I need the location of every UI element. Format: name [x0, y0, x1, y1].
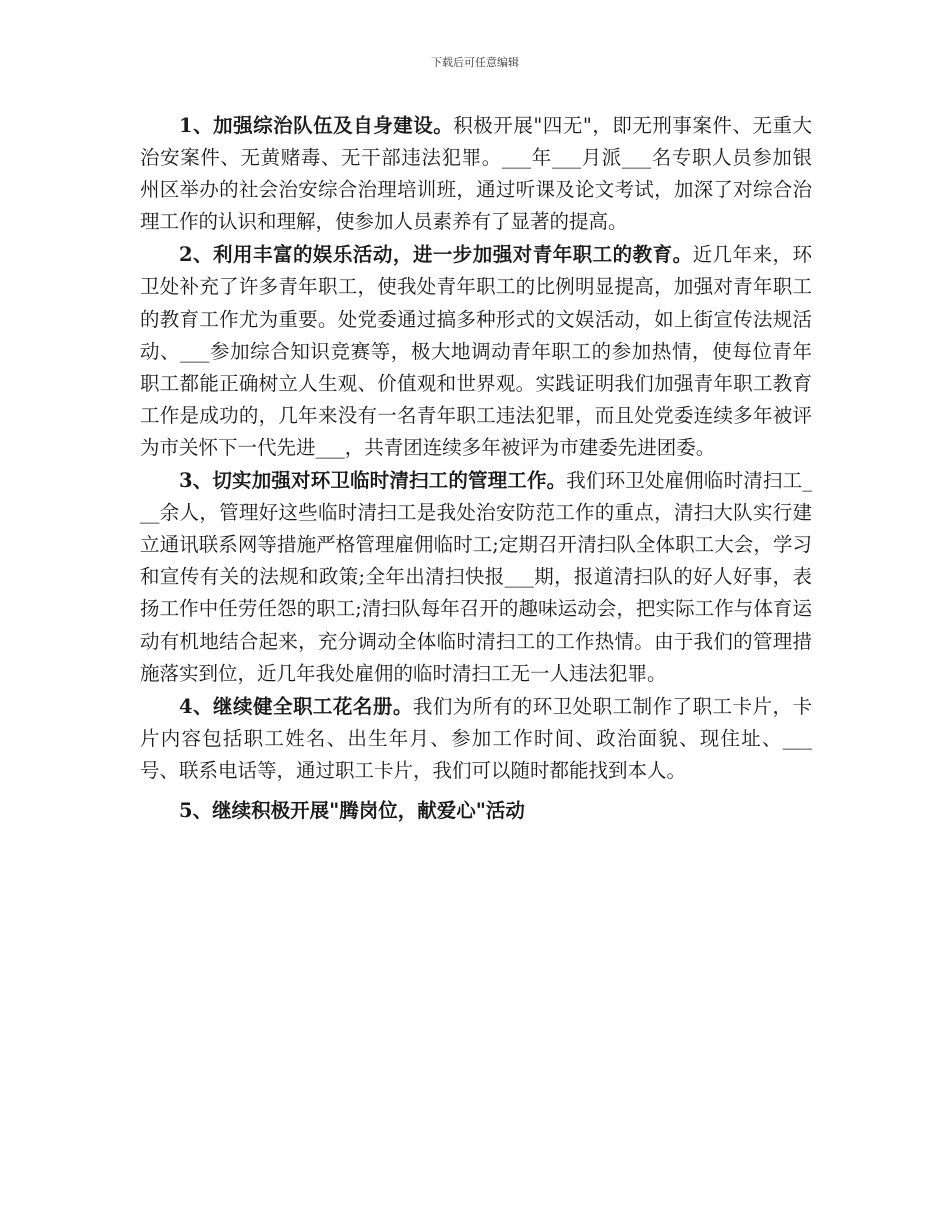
- paragraph-1-text: 积极开展"四无"，即无刑事案件、无重大治安案件、无黄赌毒、无干部违法犯罪。___年___月派___名专职人员参加银州区举办的社会治安综合治理培训班，通过听课及论文考试，加深了对综合治理工作的认识和理解，使参加人员素养有了显著的提高。: [140, 114, 812, 234]
- paragraph-2-heading: 2、利用丰富的娱乐活动，进一步加强对青年职工的教育。: [179, 243, 693, 267]
- paragraph-4-text: 我们为所有的环卫处职工制作了职工卡片，卡片内容包括职工姓名、出生年月、参加工作时间、政治面貌、现住址、___号、联系电话等，通过职工卡片，我们可以随时都能找到本人。: [140, 694, 812, 782]
- paragraph-4-heading: 4、继续健全职工花名册。: [179, 694, 413, 718]
- paragraph-3-heading: 3、切实加强对环卫临时清扫工的管理工作。: [179, 469, 567, 493]
- document-body: [140, 110, 812, 828]
- paragraph-5-heading: 5、继续积极开展"腾岗位，献爱心"活动: [179, 798, 525, 822]
- paragraph-5: [140, 795, 812, 827]
- paragraph-2-text: 近几年来，环卫处补充了许多青年职工，使我处青年职工的比例明显提高，加强对青年职工的教育工作尤为重要。处党委通过搞多种形式的文娱活动，如上街宣传法规活动、___参加综合知识竞赛等，极大地调动青年职工的参加热情，使每位青年职工都能正确树立人生观、价值观和世界观。实践证明我们加强青年职工教育工作是成功的，几年来没有一名青年职工违法犯罪，而且处党委连续多年被评为市关怀下一代先进___，共青团连续多年被评为市建委先进团委。: [140, 243, 812, 459]
- paragraph-2: [140, 239, 812, 464]
- paragraph-3-text: 我们环卫处雇佣临时清扫工___余人，管理好这些临时清扫工是我处治安防范工作的重点，清扫大队实行建立通讯联系网等措施严格管理雇佣临时工;定期召开清扫队全体职工大会，学习和宣传有关的法规和政策;全年出清扫快报___期，报道清扫队的好人好事，表扬工作中任劳任怨的职工;清扫队每年召开的趣味运动会，把实际工作与体育运动有机地结合起来，充分调动全体临时清扫工的工作热情。由于我们的管理措施落实到位，近几年我处雇佣的临时清扫工无一人违法犯罪。: [140, 469, 812, 685]
- paragraph-1-heading: 1、加强综治队伍及自身建设。: [179, 114, 454, 137]
- paragraph-4: [140, 691, 812, 787]
- page-header: 下载后可任意编辑: [431, 56, 519, 69]
- paragraph-3: [140, 465, 812, 690]
- paragraph-1: [140, 110, 812, 238]
